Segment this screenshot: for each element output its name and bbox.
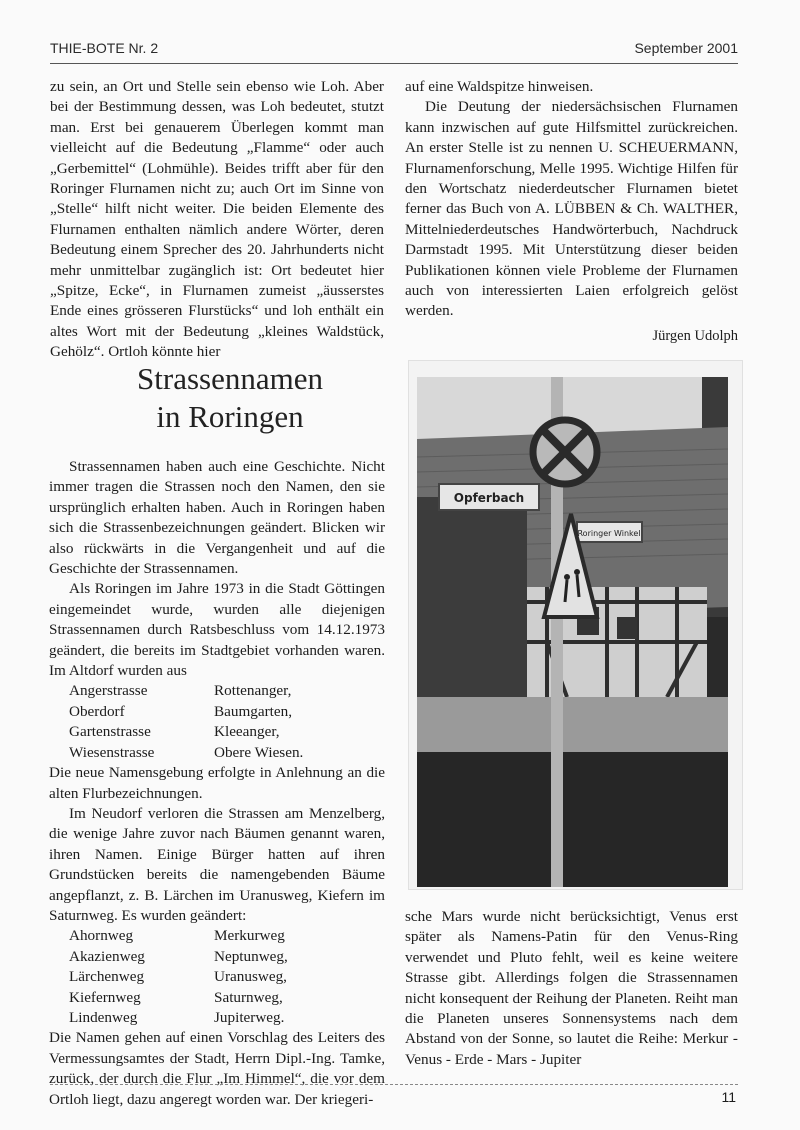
article-title xyxy=(60,360,400,436)
paragraph: sche Mars wurde nicht berücksichtigt, Venus erst später als Namens-Patin für den Venus-Ring verwendet und Pluto fehlt, weil es keine weitere Strasse gibt. Allerdings folgen die Strassennamen nicht konsequent der Reihung der Planeten. Reiht man die Planeten unseres Sonnensystems nach dem Abstand von der Sonne, so lautet die Reihe: Merkur - Venus - Erde - Mars - Jupiter xyxy=(405,908,738,1068)
rename-row xyxy=(49,743,385,763)
new-street-name: Uranusweg, xyxy=(214,968,287,986)
previous-article-right-column xyxy=(405,77,738,346)
paragraph: zu sein, an Ort und Stelle sein ebenso wie Loh. Aber bei der Bestimmung dessen, was Loh bedeutet, stutzt man. Erst bei genauerem Überlegen kommt man vielleicht auf die Bedeutung „Flamme“ oder auch „Gerbemittel“ (Lohmühle). Beides trifft aber für den Roringer Flurnamen nicht zu; auch Ort im Sinne von „Stelle“ hilft nicht weiter. Die beiden Elemente des Flurnamen enthalten nämlich andere Wörter, deren Bedeutung einem Sprecher des 20. Jahrhunderts nicht mehr unmittelbar zugänglich ist: Ort bedeutet hier „Spitze, Ecke“, in Flurnamen zumeist „äusserstes Ende eines grösseren Flurstücks“ und loh enthält ein altes Wort mit der Bedeutung „kleines Waldstück, Gehölz“. Ortloh könnte hier xyxy=(50,78,384,361)
paragraph: Die Namen gehen auf einen Vorschlag des Leiters des Vermessungsamtes der Stadt, Herrn Dipl.-Ing. Tamke, zurück, der durch die Flur „Im Himmel“, die vor dem Ortloh liegt, dazu angeregt worden war. Der kriegeri- xyxy=(49,1029,385,1108)
window xyxy=(617,617,637,639)
paragraph: Strassennamen haben auch eine Geschichte. Nicht immer tragen die Strassen noch den Namen, den sie ursprünglich erhalten haben. Auch in Roringen haben sich die Strassenbezeichnungen geändert. Blicken wir also rückwärts in die Vergangenheit und auf die Geschichte der Strassennamen. xyxy=(49,458,385,578)
old-street-name: Angerstrasse xyxy=(69,682,148,700)
new-street-name: Obere Wiesen. xyxy=(214,743,304,761)
foliage xyxy=(417,497,527,717)
old-street-name: Lindenweg xyxy=(69,1008,138,1026)
altdorf-rename-list xyxy=(49,681,385,763)
previous-article-left-column xyxy=(50,77,384,363)
rename-row xyxy=(49,967,385,987)
new-street-name: Baumgarten, xyxy=(214,702,293,720)
rename-row xyxy=(49,1008,385,1028)
new-street-name: Merkurweg xyxy=(214,927,285,945)
hedge-dark xyxy=(417,752,728,887)
rename-row xyxy=(49,702,385,722)
new-street-name: Rottenanger, xyxy=(214,682,292,700)
old-street-name: Wiesenstrasse xyxy=(69,743,155,761)
neudorf-rename-list xyxy=(49,926,385,1028)
new-street-name: Saturnweg, xyxy=(214,988,283,1006)
footer-rule xyxy=(50,1084,738,1085)
article-right-column xyxy=(405,907,738,1070)
street-sign-photo xyxy=(417,377,728,887)
article-left-column xyxy=(49,457,385,1110)
issue-date: September 2001 xyxy=(634,40,738,56)
rename-row xyxy=(49,988,385,1008)
page-header xyxy=(50,40,738,64)
old-street-name: Ahornweg xyxy=(69,927,134,945)
rename-row xyxy=(49,722,385,742)
author-signature: Jürgen Udolph xyxy=(652,327,738,344)
hedge-light xyxy=(417,697,728,757)
new-street-name: Jupiterweg. xyxy=(214,1008,285,1026)
rename-row xyxy=(49,681,385,701)
paragraph: Als Roringen im Jahre 1973 in die Stadt Göttingen eingemeindet wurde, wurden alle diejenigen Strassennamen durch Ratsbeschluss vom 14.12.1973 geändert, die bereits im Stadtgebiet vorhanden waren. Im Altdorf wurden aus xyxy=(49,580,385,680)
old-street-name: Lärchenweg xyxy=(69,968,145,986)
paragraph: Im Neudorf verloren die Strassen am Menzelberg, die wenige Jahre zuvor nach Bäumen genannt waren, ihren Namen. Einige Bürger hatten auf ihren Grundstücken bereits die namengebenden Bäume angepflanzt, z. B. Lärchen im Uranusweg, Kiefern im Saturnweg. Es wurden geändert: xyxy=(49,804,385,924)
page-number: 11 xyxy=(721,1089,736,1105)
new-street-name: Kleeanger, xyxy=(214,723,280,741)
old-street-name: Kiefernweg xyxy=(69,988,141,1006)
article-title-line: Strassennamen xyxy=(137,361,323,396)
street-sign-opferbach-text: Opferbach xyxy=(453,491,525,505)
paragraph: Die neue Namensgebung erfolgte in Anlehnung an die alten Flurbezeichnungen. xyxy=(49,764,385,802)
street-sign-roringer-winkel-text: Roringer Winkel xyxy=(577,529,641,538)
header-rule xyxy=(50,63,738,64)
rename-row xyxy=(49,926,385,946)
paragraph: Die Deutung der niedersächsischen Flurnamen kann inzwischen auf gute Hilfsmittel zurückreichen. An erster Stelle ist zu nennen U. SCHEUERMANN, Flurnamenforschung, Melle 1995. Wichtige Hilfen für den Wortschatz niederdeutscher Flurnamen bietet ferner das Buch von A. LÜBBEN & Ch. WALTHER, Mittelniederdeutsches Handwörterbuch, Nachdruck Darmstadt 1995. Mit Unterstützung dieser beiden Publikationen können viele Probleme der Flurnamen auch von interessierten Laien erfolgreich gelöst werden. xyxy=(405,98,738,320)
old-street-name: Gartenstrasse xyxy=(69,723,151,741)
publication-name: THIE-BOTE Nr. 2 xyxy=(50,40,159,56)
new-street-name: Neptunweg, xyxy=(214,947,288,965)
old-street-name: Akazienweg xyxy=(69,947,145,965)
paragraph: auf eine Waldspitze hinweisen. xyxy=(405,78,594,95)
rename-row xyxy=(49,947,385,967)
old-street-name: Oberdorf xyxy=(69,702,125,720)
article-title-line: in Roringen xyxy=(156,399,304,434)
